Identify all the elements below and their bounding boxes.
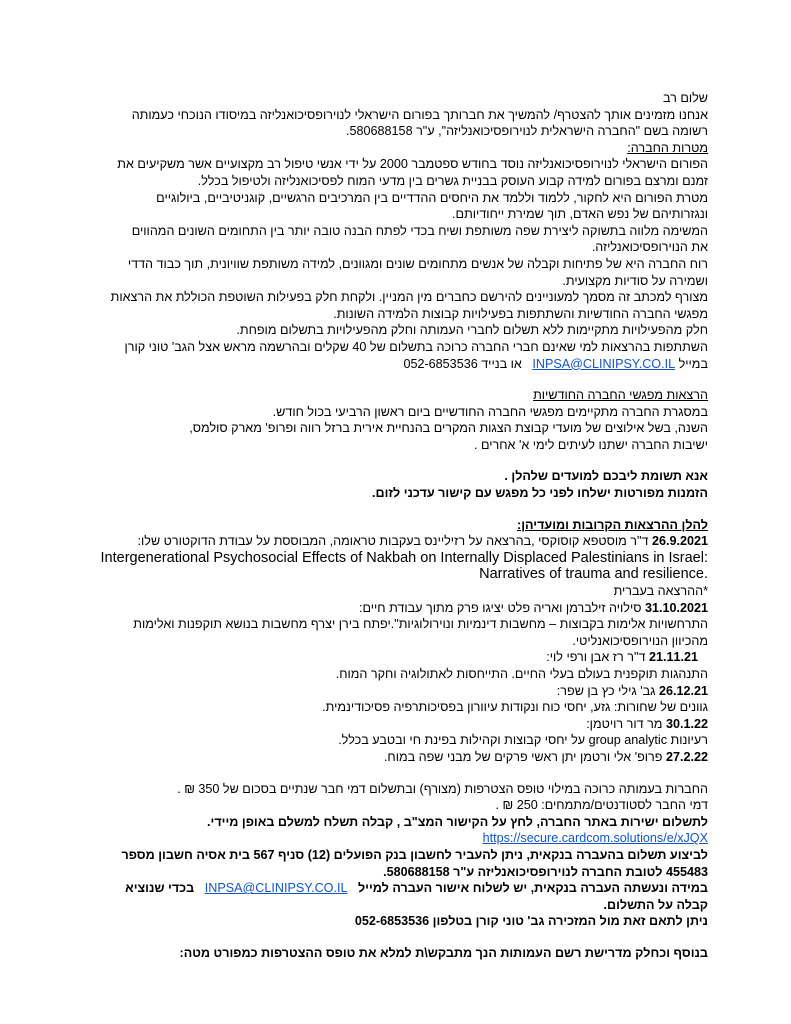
lecture-detail: גוונים של שחורות: גזע, יחסי כוח ונקודות עיוורון בפסיכותרפיה פסיכודינמית. bbox=[322, 700, 708, 715]
lecture-detail: התרחשויות אלימות בקבוצות – מחשבות דינמיות ונוירולוגיות".יפתח בירן יצרף מחשבות בנושא תוקפנות ואלימות bbox=[133, 617, 708, 632]
lecture-item bbox=[88, 683, 708, 700]
membership-line: דמי החבר לסטודנטים/מתמחים: 250 ₪ . bbox=[495, 798, 708, 813]
lecture-text: סילויה זילברמן ואריה פלט יציגו פרק מתוך עבודת חיים: bbox=[358, 600, 645, 615]
pay-site-line: לתשלום ישירות באתר החברה, לחץ על הקישור המצ"ב , קבלה תשלח למשלם באופן מיידי. bbox=[207, 814, 708, 829]
meetings-heading: הרצאות מפגשי החברה החודשיות bbox=[533, 388, 708, 403]
goals-line: הפורום הישראלי לנוירופסיכואנליזה נוסד בחודש ספטמבר 2000 על ידי אנשי טיפול רב מקצועיים אשר משקיעים את bbox=[117, 157, 708, 172]
goals-line: ונגזרותיהם של נפש האדם, תוך שמירת ייחודיותם. bbox=[452, 207, 708, 222]
lecture-text: מר דור רויטמן: bbox=[586, 716, 666, 731]
transfer-prefix: במידה ונעשתה העברה בנקאית, יש לשלוח אישור העברה למייל bbox=[357, 881, 708, 896]
lecture-text: פרופ' אלי ורטמן יתן ראשי פרקים של מבני שפה במוח. bbox=[383, 749, 666, 764]
goals-line: מטרת הפורום היא לחקור, ללמוד וללמד את היחסים ההדדיים בין המרכיבים הרגשיים, קוגניטיביים, ביולוגיים bbox=[156, 190, 708, 205]
lecture-date: 26.9.2021 bbox=[651, 534, 708, 549]
goals-line: רוח החברה היא של פתיחות וקבלה של אנשים מתחומים שונים ומגוונים, למידה משותפת שוויונית, תוך כבוד הדדי bbox=[127, 256, 708, 271]
contact-email-link[interactable]: INPSA@CLINIPSY.CO.IL bbox=[532, 356, 676, 371]
lecture-english-title: Narratives of trauma and resilience. bbox=[479, 566, 708, 583]
attention-line: אנא תשומת ליבכם למועדים שלהלן . bbox=[504, 469, 708, 484]
goals-line: השתתפות בהרצאות למי שאינם חברי החברה כרוכה בתשלום של 40 שקלים ובהרשמה מראש אצל הגב' טוני קורן bbox=[124, 339, 708, 354]
bank-line: 455483 לטובת החברה לנוירופסיכואנליזה ע"ר 580688158. bbox=[383, 864, 708, 879]
goals-line: מצורף למכתב זה מסמך למעוניינים להירשם כחברים מין המניין. ולקחת חלק בפעילות השוטפת הכוללת את הרצאות bbox=[110, 290, 708, 305]
lecture-english-title: Intergenerational Psychosocial Effects of Nakbah on Internally Displaced Palestinians in Israel: bbox=[100, 549, 708, 566]
contact-line bbox=[88, 356, 708, 373]
lecture-detail: מהכיוון הנוירופסיכואנליטי. bbox=[572, 633, 708, 648]
goals-line: את הנוירופסיכואנליזה. bbox=[591, 240, 708, 255]
intro-line: רשומה בשם "החברה הישראלית לנוירופסיכואנליזה", ע"ר 580688158. bbox=[346, 124, 708, 139]
lecture-date: 21.11.21 bbox=[648, 650, 698, 665]
goals-line: ושמירה על סודיות מקצועית. bbox=[562, 273, 708, 288]
payment-link[interactable]: https://secure.cardcom.solutions/e/xJQX bbox=[482, 831, 708, 846]
coordinate-line: ניתן לתאם זאת מול המזכירה גב' טוני קורן בטלפון 052-6853536 bbox=[354, 914, 708, 929]
lecture-item bbox=[88, 533, 708, 550]
lecture-item bbox=[88, 649, 708, 666]
lecture-note: *ההרצאה בעברית bbox=[613, 584, 708, 599]
lecture-item bbox=[88, 600, 708, 617]
spacer bbox=[88, 766, 708, 781]
transfer-line bbox=[88, 880, 708, 897]
lecture-text: גב' גילי כץ בן שפר: bbox=[556, 683, 659, 698]
lecture-item bbox=[88, 716, 708, 733]
spacer bbox=[88, 453, 708, 468]
lecture-text: ד"ר רז אבן ורפי לוי: bbox=[546, 650, 649, 665]
greeting: שלום רב bbox=[662, 91, 708, 105]
contact-prefix: במייל bbox=[678, 356, 708, 371]
membership-line: החברות בעמותה כרוכה במילוי טופס הצטרפות (מצורף) ובתשלום דמי חבר שנתיים בסכום של 350 ₪ . bbox=[177, 781, 708, 796]
lecture-date: 31.10.2021 bbox=[644, 600, 708, 615]
closing-line: בנוסף וכחלק מדרישת רשם העמותות הנך מתבקש\ת למלא את טופס ההצטרפות כמפורט מטה: bbox=[179, 945, 708, 960]
lecture-date: 26.12.21 bbox=[658, 683, 708, 698]
transfer-suffix: בכדי שנוציא bbox=[125, 881, 195, 896]
lectures-heading: להלן ההרצאות הקרובות ומועדיהן: bbox=[517, 517, 708, 532]
spacer bbox=[88, 372, 708, 387]
goals-line: מפגשי החברה החודשיות והשתתפות בפעילויות קבוצות הלמידה השונות. bbox=[333, 306, 708, 321]
attention-line: הזמנות מפורטות ישלחו לפני כל מפגש עם קישור עדכני לזום. bbox=[372, 486, 708, 501]
transfer-line: קבלה על התשלום. bbox=[603, 897, 708, 912]
goals-heading: מטרות החברה: bbox=[627, 140, 708, 155]
meetings-line: במסגרת החברה מתקיימים מפגשי החברה החודשיים ביום ראשון הרביעי בכול חודש. bbox=[272, 404, 708, 419]
spacer bbox=[88, 930, 708, 945]
goals-line: זמנם ומרצם בפורום למידה קבוע העוסק בבניית גשרים בין מדעי המוח לפסיכואנליזה ולטיפול בכלל. bbox=[197, 173, 708, 188]
intro-line: אנחנו מזמינים אותך להצטרף/ להמשיך את חברותך בפורום הישראלי לנוירופסיכואנליזה במיסודו הנוכחי כעמותה bbox=[131, 107, 708, 122]
spacer bbox=[88, 502, 708, 517]
goals-line: המשימה מלווה בתשוקה ליצירת שפה משותפת ושיח בכדי לפתח הבנה טובה יותר בין התחומים השונים המהווים bbox=[131, 223, 708, 238]
meetings-line: השנה, בשל אילוצים של מועדי קבוצת הצגות המקרים בהנחיית אירית ברזל רווה ופרופ' מארק סולמס, bbox=[189, 421, 708, 436]
letter-body bbox=[88, 90, 708, 962]
lecture-detail: רעיונות group analytic על יחסי קבוצות וקהילות בפינת חי ובטבע בכלל. bbox=[338, 733, 708, 748]
lecture-date: 27.2.22 bbox=[665, 749, 708, 764]
lecture-date: 30.1.22 bbox=[665, 716, 708, 731]
lecture-text: ד"ר מוסטפא קוסוקסי ,בהרצאה על רזיליינס בעקבות טראומה, המבוססת על עבודת הדוקטורט שלו: bbox=[137, 534, 652, 549]
goals-line: חלק מהפעילויות מתקיימות ללא תשלום לחברי העמותה וחלק מהפעילויות בתשלום מופחת. bbox=[236, 323, 708, 338]
lecture-item bbox=[88, 749, 708, 766]
contact-suffix: או בנייד 052-6853536 bbox=[403, 356, 522, 371]
lecture-detail: התנהגות תוקפנית בעולם בעלי החיים. התייחסות לאתולוגיה וחקר המוח. bbox=[335, 667, 708, 681]
pay-url-line bbox=[88, 830, 708, 847]
bank-line: לביצוע תשלום בהעברה בנקאית, ניתן להעביר לחשבון בנק הפועלים (12) סניף 567 בית אסיה חשבון מספר bbox=[121, 847, 708, 862]
transfer-email-link[interactable]: INPSA@CLINIPSY.CO.IL bbox=[204, 881, 348, 896]
meetings-line: ישיבות החברה ישתנו לעיתים לימי א' אחרים . bbox=[473, 437, 708, 452]
